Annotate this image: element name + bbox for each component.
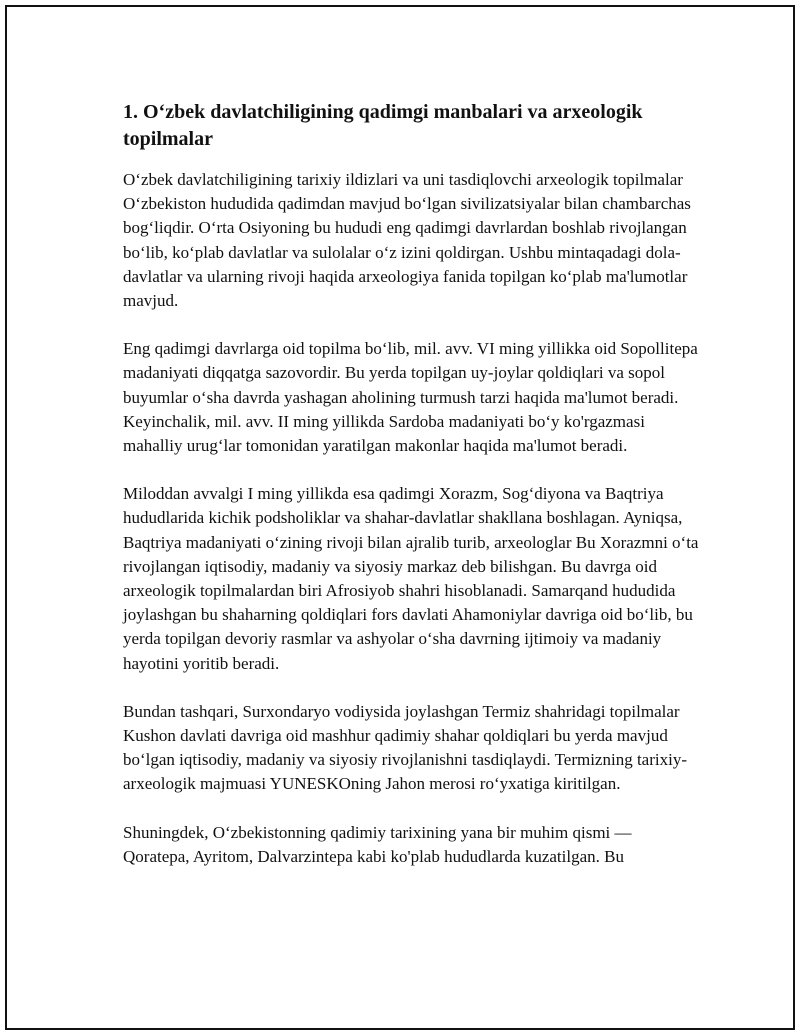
paragraph-3: Miloddan avvalgi I ming yillikda esa qadimgi Xorazm, Sog‘diyona va Baqtriya hududlarida kichik podsholiklar va shahar-davlatlar shakllana boshlagan. Ayniqsa, Baqtriya madaniyati o‘zining rivoji bilan ajralib turib, arxeologlar Bu Xorazmni o‘ta rivojlangan iqtisodiy, madaniy va siyosiy markaz deb bilishgan. Bu davrga oid arxeologik topilmalardan biri Afrosiyob shahri hisoblanadi. Samarqand hududida joylashgan bu shaharning qoldiqlari fors davlati Ahamoniylar davriga oid bo‘lib, bu yerda topilgan devoriy rasmlar va ashyolar o‘sha davrning ijtimoiy va madaniy hayotini yoritib beradi. xyxy=(123,484,699,673)
paragraph-5: Shuningdek, O‘zbekistonning qadimiy tarixining yana bir muhim qismi — Qoratepa, Ayritom, Dalvarzintepa kabi ko'plab hududlarda kuzatilgan. Bu xyxy=(123,822,632,866)
paragraph-2: Eng qadimgi davrlarga oid topilma bo‘lib, mil. avv. VI ming yillikka oid Sopollitepa madaniyati diqqatga sazovordir. Bu yerda topilgan uy-joylar qoldiqlari va sopol buyumlar o‘sha davrda yashagan aholining turmush tarzi haqida ma'lumot beradi. Keyinchalik, mil. avv. II ming yillikda Sardoba madaniyati bo‘y ko'rgazmasi mahalliy urug‘lar tomonidan yaratilgan makonlar haqida ma'lumot beradi. xyxy=(123,339,698,456)
page-frame xyxy=(5,5,795,1030)
document-body xyxy=(120,99,700,893)
section-heading: 1. O‘zbek davlatchiligining qadimgi manbalari va arxeologik topilmalar xyxy=(123,101,643,150)
paragraph-4: Bundan tashqari, Surxondaryo vodiysida joylashgan Termiz shahridagi topilmalar Kushon davlati davriga oid mashhur qadimiy shahar qoldiqlari bu yerda mavjud bo‘lgan iqtisodiy, madaniy va siyosiy rivojlanishni tasdiqlaydi. Termizning tarixiy-arxeologik majmuasi YUNESKOning Jahon merosi ro‘yxatiga kiritilgan. xyxy=(123,701,687,794)
paragraph-1: O‘zbek davlatchiligining tarixiy ildizlari va uni tasdiqlovchi arxeologik topilmalar O‘zbekiston hududida qadimdan mavjud bo‘lgan sivilizatsiyalar bilan chambarchas bog‘liqdir. O‘rta Osiyoning bu hududi eng qadimgi davrlardan boshlab rivojlangan bo‘lib, ko‘plab davlatlar va sulolalar o‘z izini qoldirgan. Ushbu mintaqadagi dola-davlatlar va ularning rivoji haqida arxeologiya fanida topilgan ko‘plab ma'lumotlar mavjud. xyxy=(123,170,691,311)
